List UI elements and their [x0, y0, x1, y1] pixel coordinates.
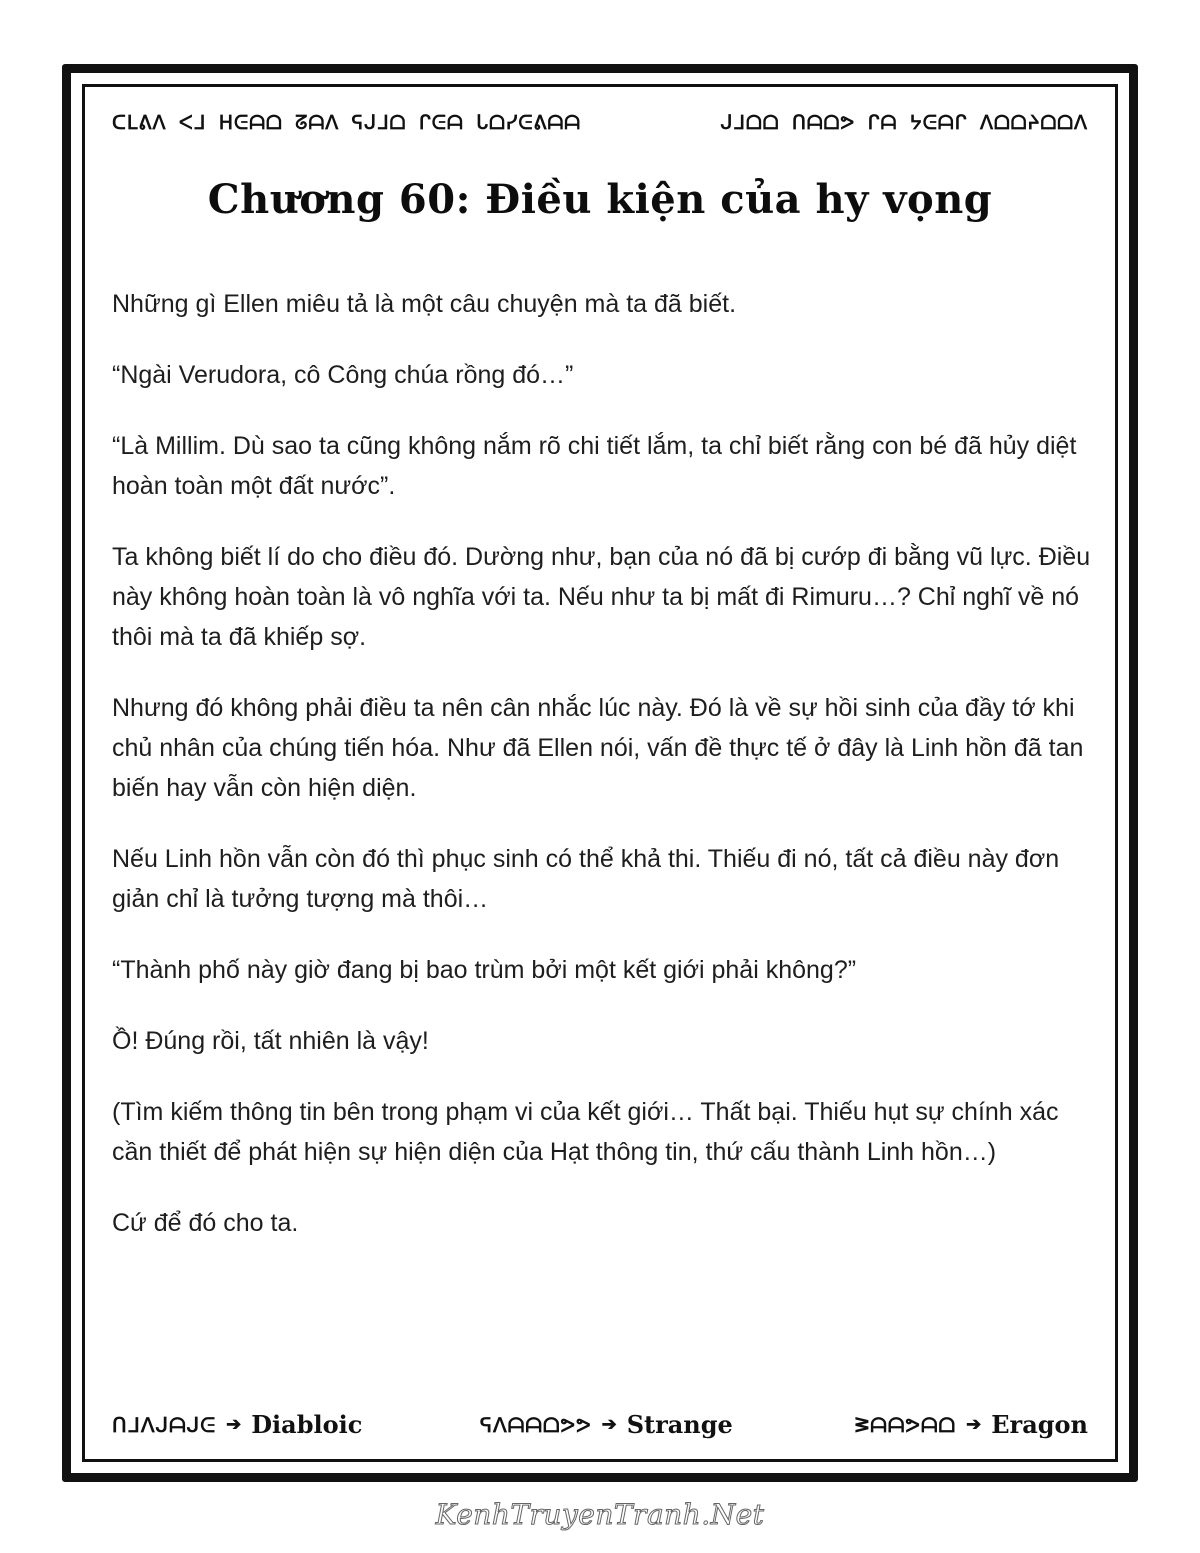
credit-script: ᕋᐱᗩᗩᗝᕗᕗ [480, 1412, 592, 1437]
arrow-right-icon: ➔ [601, 1414, 617, 1435]
paragraph: Nếu Linh hồn vẫn còn đó thì phục sinh có thể khả thi. Thiếu đi nó, tất cả điều này đơn giản chỉ là tưởng tượng mà thôi… [112, 845, 1060, 913]
paragraph: “Là Millim. Dù sao ta cũng không nắm rõ chi tiết lắm, ta chỉ biết rằng con bé đã hủy diệt hoàn toàn một đất nước”. [112, 432, 1077, 500]
paragraph: Ta không biết lí do cho điều đó. Dường như, bạn của nó đã bị cướp đi bằng vũ lực. Điều này không hoàn toàn là vô nghĩa với ta. Nếu như ta bị mất đi Rimuru…? Chỉ nghĩ về nó thôi mà ta đã khiếp sợ. [112, 543, 1091, 651]
paragraph: Cứ để đó cho ta. [112, 1209, 299, 1237]
header-script-left: ᑕᒪᕕᐱ ᐸᒧ ᕼᕮᗩᗝ ᘔᗩᐱ ᕋᒍᒧᗝ ᒋᕮᗩ ᒐᗝᓯᕮᕕᗩᗩ [112, 112, 581, 134]
site-watermark: KenhTruyenTranh.Net [435, 1498, 765, 1531]
chapter-title: Chương 60: Điều kiện của hy vọng [207, 176, 993, 223]
credit-strange [480, 1410, 733, 1439]
arrow-right-icon: ➔ [226, 1414, 242, 1435]
paragraph: “Ngài Verudora, cô Công chúa rồng đó…” [112, 361, 574, 389]
credit-eragon [855, 1410, 1088, 1439]
paragraph: Nhưng đó không phải điều ta nên cân nhắc lúc này. Đó là về sự hồi sinh của đầy tớ khi chủ nhân của chúng tiến hóa. Như đã Ellen nói, vấn đề thực tế ở đây là Linh hồn đã tan biến hay vẫn còn hiện diện. [112, 694, 1084, 802]
arrow-right-icon: ➔ [966, 1414, 982, 1435]
credit-name: Diabloic [251, 1410, 363, 1439]
paragraph: (Tìm kiếm thông tin bên trong phạm vi của kết giới… Thất bại. Thiếu hụt sự chính xác cần thiết để phát hiện sự hiện diện của Hạt thông tin, thứ cấu thành Linh hồn…) [112, 1098, 1059, 1166]
credit-name: Eragon [991, 1410, 1088, 1439]
credit-script: ᑎᒧᐱᒍᗩᒍᕮ [112, 1412, 217, 1437]
paragraph: “Thành phố này giờ đang bị bao trùm bởi một kết giới phải không?” [112, 956, 857, 984]
header-script-right: ᒍᒧᗝᗝ ᑎᗩᗝᕗ ᒋᗩ ᔭᕮᗩᒋ ᐱᗝᗝᔨᗝᗝᐱ [720, 112, 1088, 134]
credit-diabloic [112, 1410, 362, 1439]
paragraph: Những gì Ellen miêu tả là một câu chuyện mà ta đã biết. [112, 290, 737, 318]
credit-script: ᕒᗩᗩᕗᗩᗝ [854, 1412, 957, 1437]
credit-name: Strange [626, 1410, 733, 1439]
paragraph: Ồ! Đúng rồi, tất nhiên là vậy! [112, 1027, 429, 1055]
chapter-body [112, 284, 1092, 1274]
